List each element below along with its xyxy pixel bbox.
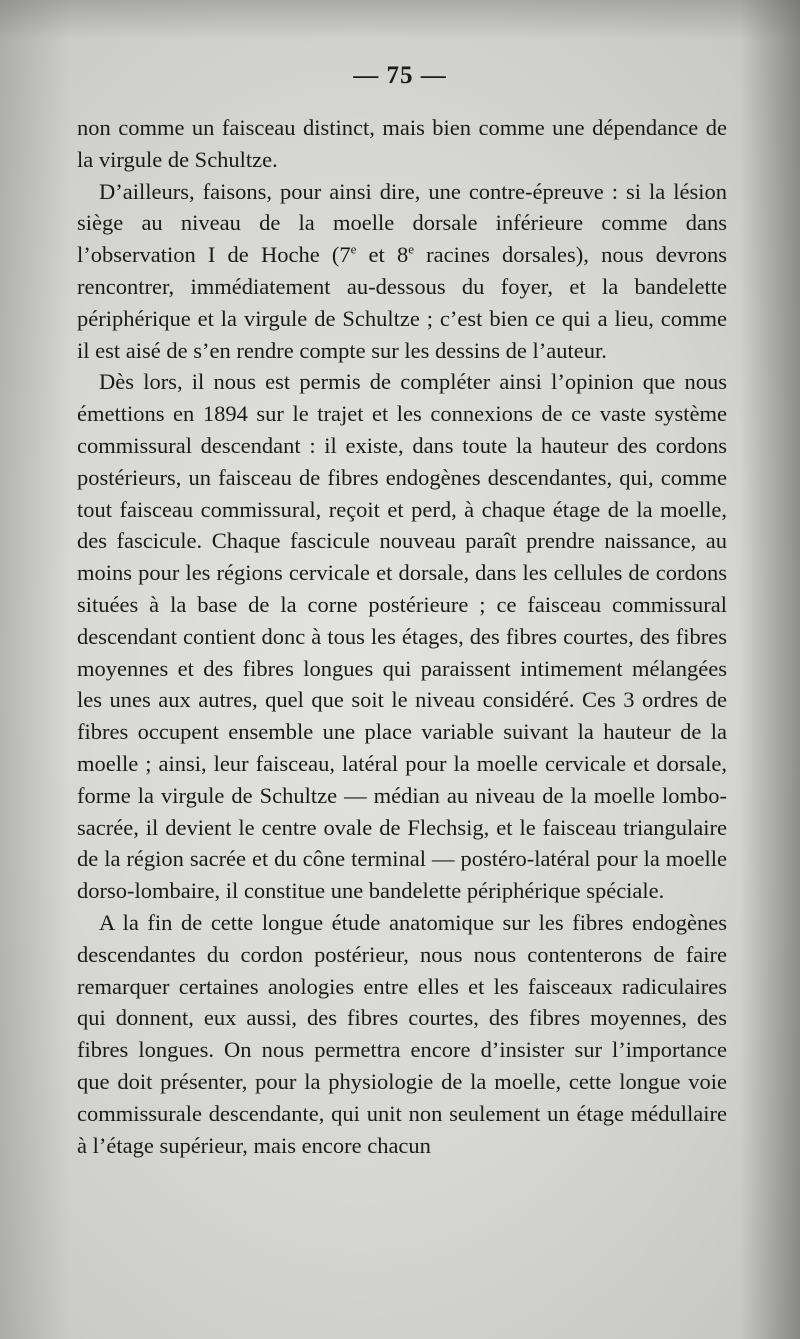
paragraph-text: D’ailleurs, faisons, pour ainsi dire, une contre-épreuve : si la lésion siège au niveau de la moelle dorsale inférieure comme dans l’observation I de Hoche (7: [77, 178, 727, 268]
page-shadow-top: [0, 0, 800, 40]
paragraph-3: [77, 366, 727, 907]
paragraph-1: [77, 112, 727, 176]
superscript: e: [408, 241, 414, 257]
superscript: e: [350, 241, 357, 257]
paragraph-text: et 8: [356, 242, 409, 268]
page-shadow-left: [0, 0, 70, 1339]
paragraph-text: racines dorsales), nous devrons rencontrer, immédiatement au-dessous du foyer, et la bandelette périphérique et la virgule de Schultze ; c’est bien ce qui a lieu, comme il est aisé de s’en rendre compte sur les dessins de l’auteur.: [77, 242, 727, 363]
paragraph-text: non comme un faisceau distinct, mais bien comme une dépendance de la virgule de Schultze.: [77, 115, 727, 172]
paragraph-2: [77, 176, 727, 367]
paragraph-text: A la fin de cette longue étude anatomique sur les fibres endogènes descendantes du cordon postérieur, nous nous contenterons de faire remarquer certaines anologies entre elles et les faisceaux radiculaires qui donnent, eux aussi, des fibres courtes, des fibres moyennes, des fibres longues. On nous permettra encore d’insister sur l’importance que doit présenter, pour la physiologie de la moelle, cette longue voie commissurale descendante, qui unit non seulement un étage médullaire à l’étage supérieur, mais encore chacun: [77, 909, 727, 1158]
paragraph-4: [77, 907, 727, 1161]
page-number: — 75 —: [353, 62, 447, 89]
page-shadow-right: [740, 0, 800, 1339]
paragraph-text: Dès lors, il nous est permis de compléter ainsi l’opinion que nous émettions en 1894 sur le trajet et les connexions de ce vaste système commissural descendant : il existe, dans toute la hauteur des cordons postérieurs, un faisceau de fibres endogènes descendantes, qui, comme tout faisceau commissural, reçoit et perd, à chaque étage de la moelle, des fascicule. Chaque fascicule nouveau paraît prendre naissance, au moins pour les régions cervicale et dorsale, dans les cellules de cordons situées à la base de la corne postérieure ; ce faisceau commissural descendant contient donc à tous les étages, des fibres courtes, des fibres moyennes et des fibres longues qui paraissent intimement mélangées les unes aux autres, quel que soit le niveau considéré. Ces 3 ordres de fibres occupent ensemble une place variable suivant la hauteur de la moelle ; ainsi, leur faisceau, latéral pour la moelle cervicale et dorsale, forme la virgule de Schultze — médian au niveau de la moelle lombo-sacrée, il devient le centre ovale de Flechsig, et le faisceau triangulaire de la région sacrée et du cône terminal — postéro-latéral pour la moelle dorso-lombaire, il constitue une bandelette périphérique spéciale.: [77, 369, 727, 904]
body-text: [77, 112, 727, 1161]
